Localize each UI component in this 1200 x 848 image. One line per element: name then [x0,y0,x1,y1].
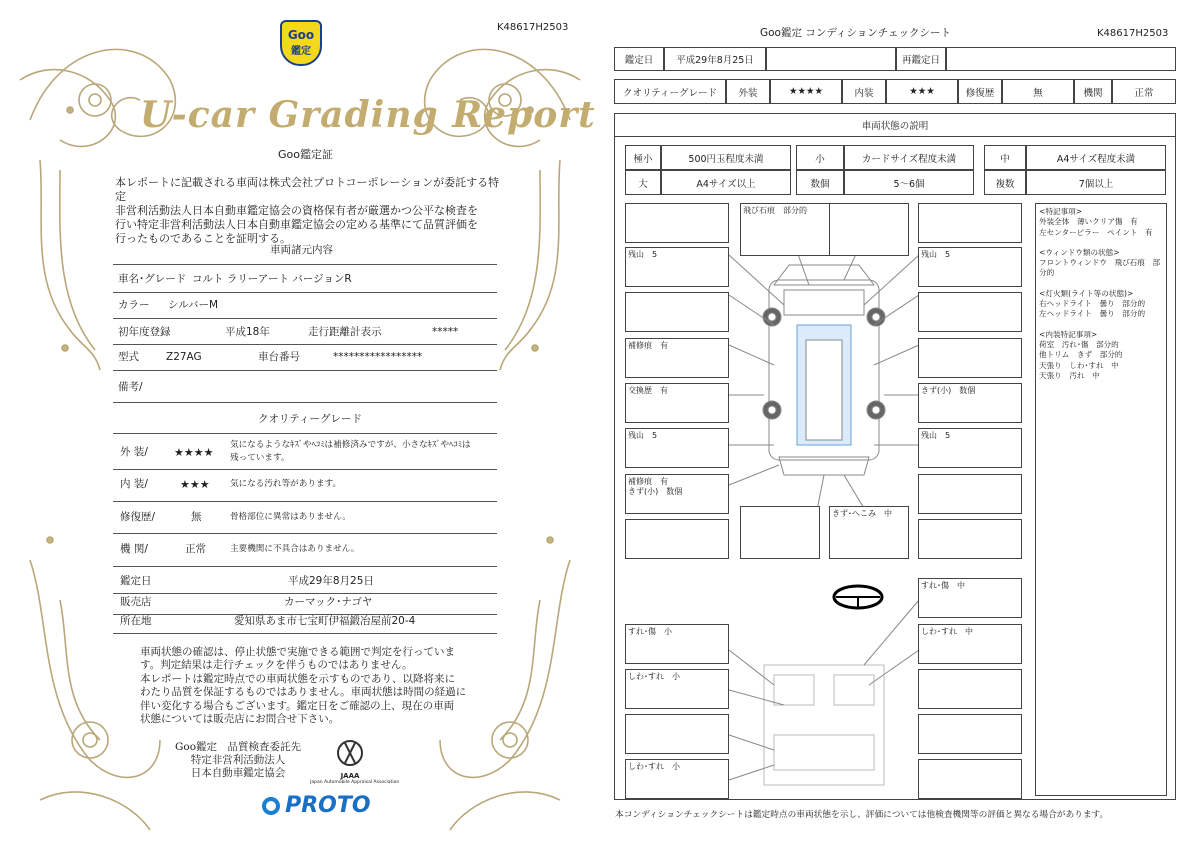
remark-line [1039,279,1160,289]
intro-line: 行い特定非営利活動法人日本自動車鑑定協会の定める基準にて品質評価を [115,218,478,231]
goo-badge-bottom: 鑑定 [291,46,311,57]
redate-value [946,47,1176,71]
remark-line: 左ヘッドライト 曇り 部分的 [1039,309,1146,319]
dealer-value: カーマック･ナゴヤ [284,596,373,608]
divider [113,533,497,534]
disclaimer-line: わたり品質を保証するものではありません。車両状態は時間の経過に [140,686,467,699]
remark-line: 外装全体 薄いクリア傷 有 [1039,217,1138,227]
jaaa-text: JAAA [340,772,360,780]
intro-line: 非営利活動法人日本自動車鑑定協会の資格保有者が厳選かつ公平な検査を [115,204,478,217]
disclaimer-line: 車両状態の確認は、停止状態で実施できる範囲で判定を行っていま [140,646,455,658]
chassis-label: 車台番号 [258,351,300,363]
divider [113,501,497,502]
callout-box [829,203,909,256]
remark-line: フロントウィンドウ 飛び石痕 部 [1039,258,1161,268]
callout-text: しわ･すれ 中 [921,627,973,636]
callout-box [918,714,1022,754]
divider [113,433,497,434]
goo-badge-logo [280,20,322,66]
callout-text: 補修痕 有 きず(小) 数個 [628,477,683,496]
divider [113,593,497,594]
year-label: 初年度登録 [118,326,171,338]
callout-box [829,506,909,559]
callout-box [918,624,1022,664]
remark-line: 右ヘッドライト 曇り 部分的 [1039,299,1146,309]
callout-text: すれ･傷 小 [628,627,672,636]
callout-box [918,338,1022,378]
appraisal-date-value: 平成29年8月25日 [288,575,374,587]
remark-line: <ウィンドウ類の状態> [1039,247,1120,257]
address-value: 愛知県あま市七宝町伊福鍛冶屋前20-4 [234,615,416,627]
model-label: 型式 [118,351,139,363]
remark-line: <灯火類(ライト等の状態)> [1039,288,1134,298]
grade-value: 無 [191,511,202,523]
callout-box [625,292,729,332]
callout-box [918,247,1022,287]
callout-box [918,292,1022,332]
divider [113,292,497,293]
remark-line [1039,320,1160,330]
disclaimer [140,646,480,726]
remark-line: 他トリム きず 部分的 [1039,350,1123,360]
remarks-list [1039,207,1160,381]
callout-box [625,759,729,799]
divider [113,402,497,403]
callout-text: すれ･傷 中 [921,581,965,590]
disclaimer-line: 伴い変化する場合もございます。鑑定日をご確認の上、現在の車両 [140,699,455,712]
legend-value: A4サイズ程度未満 [1026,145,1166,170]
legend-key: 数個 [796,170,844,195]
callout-text: 残山 5 [921,250,951,259]
remark-line: <特記事項> [1039,207,1083,216]
grade-note: 残っています。 [230,453,290,463]
ext-label: 外装 [726,79,770,104]
callout-box [918,428,1022,468]
callout-text: しわ･すれ 小 [628,762,680,771]
appraisal-date-label: 鑑定日 [120,575,152,587]
proto-mark-icon [262,797,280,815]
callout-box [625,714,729,754]
jaaa-emblem-icon [333,738,367,768]
callout-box [625,338,729,378]
callout-text: 補修痕 有 [628,341,668,350]
color-value: シルバーM [168,299,219,311]
dealer-label: 販売店 [120,596,152,608]
grade-note: 気になるようなｷｽﾞやﾍｺﾐは補修済みですが、小さなｷｽﾞやﾍｺﾐは [230,440,471,450]
legend-key: 極小 [625,145,661,170]
grade-value: 正常 [185,543,206,555]
callout-box [625,247,729,287]
int-value: ★★★ [886,79,958,104]
model-value: Z27AG [166,351,202,363]
legend-value: 500円玉程度未満 [661,145,791,170]
remark-line: 天張り 汚れ 中 [1039,370,1100,380]
repair-value: 無 [1002,79,1074,104]
remark-line: <内装特記事項> [1039,329,1098,339]
ext-value: ★★★★ [770,79,842,104]
legend-value: カードサイズ程度未満 [844,145,974,170]
callout-text: 残山 5 [628,250,658,259]
legend-key: 複数 [984,170,1026,195]
goo-badge-top: Goo [287,28,315,42]
engine-value: 正常 [1112,79,1176,104]
legend-value: A4サイズ以上 [661,170,791,195]
grade-label: 機 関/ [120,543,148,555]
grade-value: ★★★ [180,478,210,491]
chassis-value: ***************** [333,351,423,363]
grade-note: 主要機関に不具合はありません。 [230,544,360,554]
callout-box [625,669,729,709]
callout-text: 残山 5 [921,431,951,440]
address-label: 所在地 [120,615,152,627]
jaaa-logo [310,738,400,790]
committee-line: Goo鑑定 品質検査委託先 [174,741,302,753]
mileage-label: 走行距離計表示 [308,326,382,338]
remark-line: 左センターピラー ペイント 有 [1039,227,1153,237]
name-value: コルト ラリーアート バージョンR [192,273,352,285]
intro-line: 本レポートに記載される車両は株式会社プロトコーポレーションが委託する特定 [115,176,500,203]
divider [113,264,497,265]
redate-label: 再鑑定日 [896,47,946,71]
committee-line: 特定非営利活動法人 [190,754,286,766]
legend-key: 中 [984,145,1026,170]
int-label: 内装 [842,79,886,104]
divider [113,633,497,634]
legend-value: 7個以上 [1026,170,1166,195]
script-title: U-car Grading Report [140,94,596,136]
year-value: 平成18年 [225,326,270,338]
callout-box [918,383,1022,423]
callout-box [625,203,729,243]
disclaimer-line: 状態については販売店にお問合せ下さい。 [140,713,340,726]
grade-label: 修復歴/ [120,511,156,523]
remark-line: 天張り しわ･すれ 中 [1039,360,1119,370]
callout-box [625,474,729,514]
sheet-title: Goo鑑定 コンディションチェックシート [760,27,951,39]
certificate-intro [115,176,500,246]
callout-text: しわ･すれ 小 [628,672,680,681]
state-title: 車両状態の説明 [614,113,1176,137]
callout-box [918,759,1022,799]
callout-box [918,669,1022,709]
color-label: カラー [118,299,150,311]
callout-text: 飛び石痕 部分的 [743,206,807,215]
callout-text: きず(小) 数個 [921,386,976,395]
jaaa-subtitle: Japan Automobile Appraisal Association [310,780,400,785]
grade-note: 骨格部位に異常はありません。 [230,512,351,522]
disclaimer-line: す。判定結果は走行チェックを伴うものではありません。 [140,659,413,672]
callout-box [625,519,729,559]
engine-label: 機関 [1074,79,1112,104]
legend-value: 5～6個 [844,170,974,195]
callout-box [918,203,1022,243]
mileage-value: ***** [432,326,459,338]
grade-label: 外 装/ [120,446,148,458]
committee [168,741,308,780]
certificate-ref: K48617H2503 [497,22,569,33]
legend-key: 大 [625,170,661,195]
divider [113,469,497,470]
grade-label: 内 装/ [120,478,148,490]
repair-label: 修復歴 [958,79,1002,104]
callout-box [625,428,729,468]
quality-title: クオリティーグレード [258,413,362,425]
sheet-ref: K48617H2503 [1097,28,1169,39]
sheet-footer: 本コンディションチェックシートは鑑定時点の車両状態を示し、評価については他検査機関等の評価と異なる場合があります。 [615,810,1109,820]
remarks-panel [1035,203,1167,796]
grade-note: 気になる汚れ等があります。 [230,479,342,489]
date-value: 平成29年8月25日 [664,47,766,71]
remark-line [1039,238,1160,248]
callout-box [918,578,1022,618]
callout-text: きず･へこみ 中 [832,509,892,518]
date-blank [766,47,896,71]
date-label: 鑑定日 [614,47,664,71]
notes-label: 備考/ [118,381,143,393]
callout-text: 残山 5 [628,431,658,440]
certificate-heading: Goo鑑定証 [278,148,333,161]
callout-box [918,474,1022,514]
remark-line: 分的 [1039,268,1055,278]
callout-box [625,383,729,423]
committee-line: 日本自動車鑑定協会 [190,767,286,779]
proto-logo [262,793,371,819]
grade-value: ★★★★ [174,446,214,459]
divider [113,344,497,345]
divider [113,566,497,567]
legend-key: 小 [796,145,844,170]
grade-label: クオリティーグレード [614,79,726,104]
callout-text: 交換歴 有 [628,386,668,395]
intro-line: 行ったものであることを証明する。 [115,232,291,245]
divider [113,370,497,371]
callout-box [918,519,1022,559]
proto-text: PROTO [285,793,371,818]
name-label: 車名･グレード [118,273,187,285]
spec-title: 車両諸元内容 [270,244,333,256]
remark-line: 荷室 汚れ･傷 部分的 [1039,339,1119,349]
condition-sheet [600,0,1200,848]
callout-box [625,624,729,664]
divider [113,318,497,319]
disclaimer-line: 本レポートは鑑定時点での車両状態を示すものであり、以降将来に [140,672,455,685]
callout-box [740,506,820,559]
